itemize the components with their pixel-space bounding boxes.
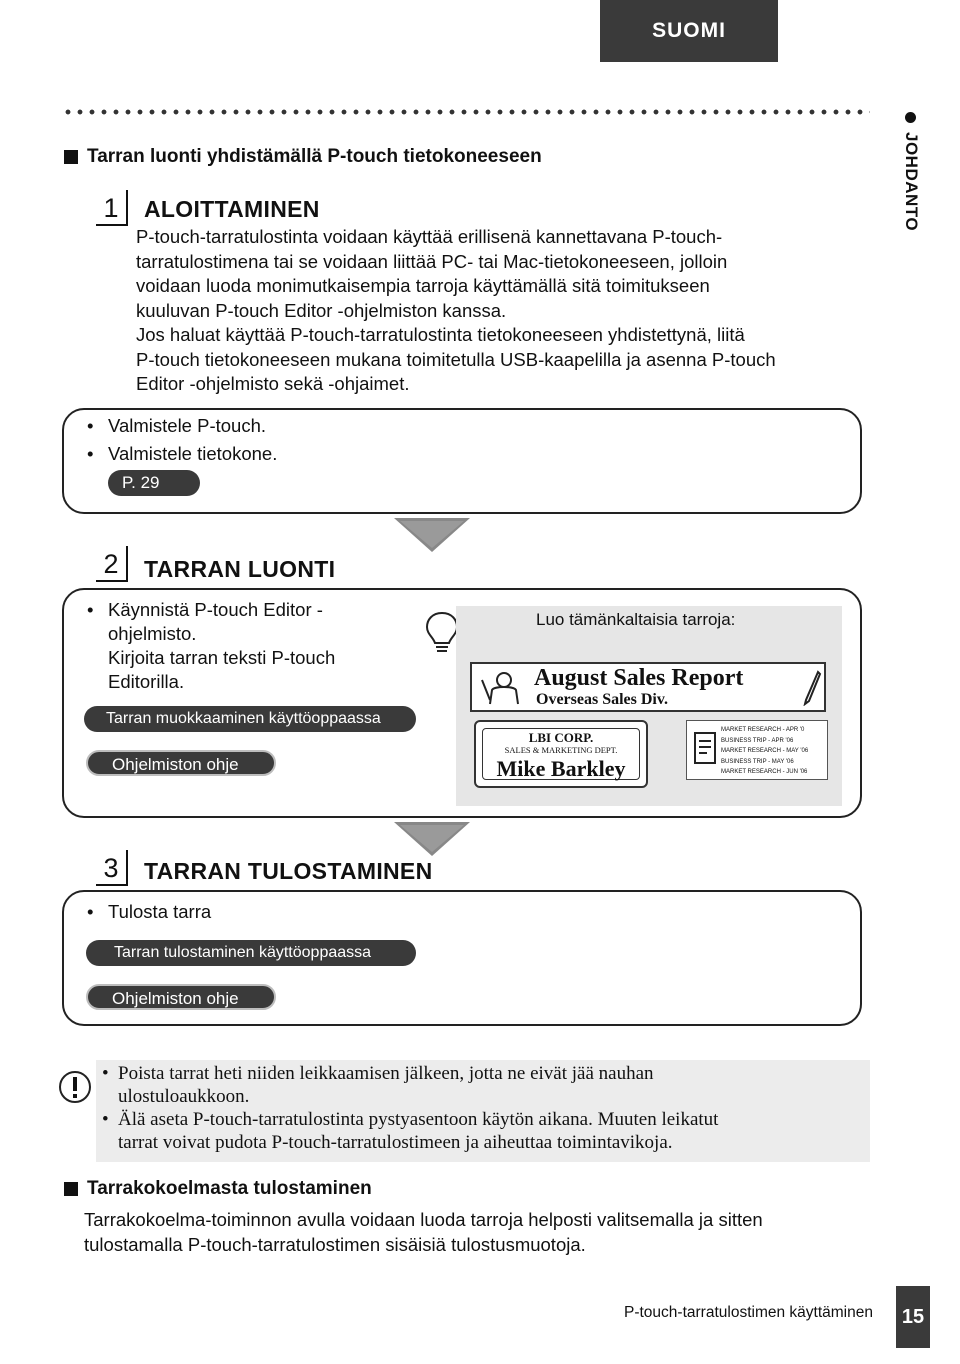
label-line: SALES & MARKETING DEPT. (504, 745, 618, 755)
page-reference-link[interactable]: P. 29 (108, 470, 200, 496)
label-line: Overseas Sales Div. (536, 691, 668, 708)
step-3-title: TARRAN TULOSTAMINEN (144, 858, 433, 884)
text-line: Älä aseta P-touch-tarratulostinta pystyasentoon käytön aikana. Muuten leikatut (118, 1109, 719, 1130)
label-row: MARKET RESEARCH - APR '0 (721, 727, 805, 733)
bullet-dot-icon (905, 112, 916, 123)
section-2-paragraph (84, 1208, 864, 1257)
sample-label-sales-report (470, 662, 826, 712)
section-heading-pc-labels (64, 146, 542, 168)
text-line: kuuluvan P-touch Editor -ohjelmiston kanssa. (136, 299, 507, 321)
step-3-number: 3 (96, 850, 128, 886)
label-row: BUSINESS TRIP - APR '06 (721, 737, 794, 744)
section-heading-label-collection (64, 1178, 372, 1200)
side-label (896, 112, 926, 252)
arrow-down-icon (394, 518, 470, 552)
man-silhouette-icon (478, 670, 524, 706)
lightbulb-icon (424, 610, 460, 656)
label-row: MARKET RESEARCH - JUN '06 (721, 769, 808, 775)
text-line: ohjelmisto. (108, 623, 197, 644)
document-icon (693, 731, 717, 765)
step-1-title: ALOITTAMINEN (144, 196, 320, 222)
manual-reference-link[interactable]: Tarran tulostaminen käyttöoppaassa (86, 940, 416, 966)
text-line: P-touch tietokoneeseen mukana toimitetulla USB-kaapelilla ja asenna P-touch (136, 348, 776, 370)
section-heading-text: Tarran luonti yhdistämällä P-touch tietokoneeseen (87, 146, 542, 167)
text-line: • Käynnistä P-touch Editor - (108, 599, 323, 620)
text-line: P-touch-tarratulostinta voidaan käyttää erillisenä kannettavana P-touch- (136, 226, 723, 247)
bullet-glyph: • (102, 1109, 109, 1130)
text-line: Kirjoita tarran teksti P-touch (108, 647, 336, 668)
footer-chapter-title: P-touch-tarratulostimen käyttäminen (624, 1304, 873, 1321)
section-heading-text: Tarrakokoelmasta tulostaminen (87, 1178, 372, 1199)
square-bullet-icon (64, 1182, 78, 1196)
software-help-link[interactable]: Ohjelmiston ohje (86, 750, 276, 776)
text-line: ulostuloaukkoon. (118, 1086, 250, 1107)
text-line: tarrat voivat pudota P-touch-tarratulostimeen ja aiheuttaa toimintavikoja. (118, 1132, 673, 1153)
caution-box (96, 1060, 870, 1162)
list-item: • Valmistele P-touch. (84, 414, 266, 438)
text-line: Jos haluat käyttää P-touch-tarratulostinta tietokoneeseen yhdistettynä, liitä (136, 324, 745, 345)
list-item: • Tulosta tarra (84, 900, 211, 924)
software-help-link[interactable]: Ohjelmiston ohje (86, 984, 276, 1010)
step-1-number: 1 (96, 190, 128, 226)
square-bullet-icon (64, 150, 78, 164)
caution-item (102, 1062, 858, 1108)
label-rows (721, 725, 808, 778)
text-line: voidaan luoda monimutkaisempia tarroja käyttämällä sitä toimitukseen (136, 275, 710, 296)
text-line: Editorilla. (108, 671, 185, 692)
list-item: • Valmistele tietokone. (84, 442, 277, 466)
arrow-down-icon (394, 822, 470, 856)
language-tab: SUOMI (600, 0, 778, 62)
step-2-title: TARRAN LUONTI (144, 556, 336, 582)
sample-labels-panel (456, 606, 842, 806)
label-row: MARKET RESEARCH - MAY '06 (721, 748, 809, 754)
text-line: tulostamalla P-touch-tarratulostimen sisäisiä tulostusmuotoja. (84, 1233, 586, 1255)
label-line: LBI CORP. (528, 730, 594, 745)
hint-title: Luo tämänkaltaisia tarroja: (536, 610, 736, 629)
list-item (84, 598, 408, 694)
bullet-glyph: • (102, 1063, 109, 1084)
side-label-text: JOHDANTO (902, 132, 921, 232)
page-number: 15 (896, 1286, 930, 1348)
sample-label-file-list (686, 720, 828, 780)
label-row: BUSINESS TRIP - MAY '06 (721, 758, 794, 765)
text-line: Editor -ohjelmisto sekä -ohjaimet. (136, 373, 410, 394)
caution-item (102, 1108, 858, 1154)
label-line: Mike Barkley (496, 756, 626, 781)
step-1-paragraph (136, 225, 876, 397)
step-2-number: 2 (96, 546, 128, 582)
dotted-divider (62, 108, 870, 116)
sample-label-name-badge (474, 720, 648, 788)
text-line: Tarrakokoelma-toiminnon avulla voidaan luoda tarroja helposti valitsemalla ja sitten (84, 1209, 763, 1230)
text-line: tarratulostimena tai se voidaan liittää PC- tai Mac-tietokoneeseen, jolloin (136, 250, 728, 272)
pen-icon (802, 670, 822, 706)
text-line: Poista tarrat heti niiden leikkaamisen jälkeen, jotta ne eivät jää nauhan (118, 1063, 654, 1084)
caution-icon (58, 1070, 92, 1104)
label-line: August Sales Report (534, 665, 744, 691)
manual-reference-link[interactable]: Tarran muokkaaminen käyttöoppaassa (84, 706, 416, 732)
